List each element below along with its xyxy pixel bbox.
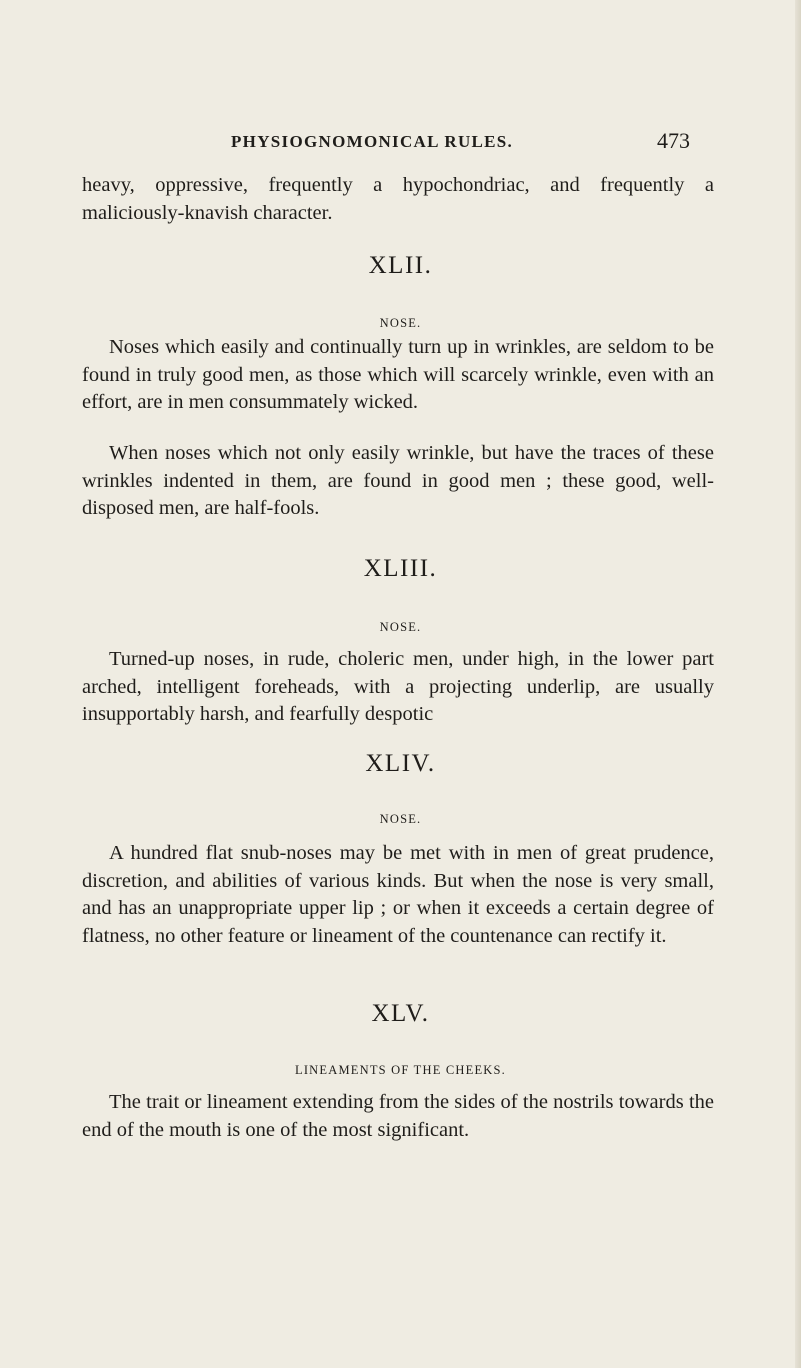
section-xlii-paragraph-2: When noses which not only easily wrinkle, but have the traces of these wrinkles indented in them, are found in good men ; these good, well-disposed men, are half-fools.: [82, 442, 714, 519]
section-numeral-xliii: XLIII.: [363, 555, 438, 582]
section-numeral-xlii: XLII.: [368, 252, 433, 279]
section-subheading-xliv: NOSE.: [379, 812, 422, 826]
page-number: 473: [657, 128, 690, 153]
running-head: [231, 128, 690, 158]
section-xliii-paragraph-1: Turned-up noses, in rude, choleric men, under high, in the lower part arched, intelligent foreheads, with a projecting underlip, are usually insupportably harsh, and fearfully despotic: [82, 648, 714, 725]
running-title: PHYSIOGNOMONICAL RULES.: [231, 132, 514, 151]
intro-paragraph: heavy, oppressive, frequently a hypochondriac, and frequently a maliciously-knavish character.: [82, 174, 714, 224]
section-xlii-paragraph-1: Noses which easily and continually turn up in wrinkles, are seldom to be found in truly good men, as those which will scarcely wrinkle, even with an effort, are in men consummately wicked.: [82, 336, 714, 413]
page-edge: [795, 0, 801, 1368]
section-subheading-xlv: LINEAMENTS OF THE CHEEKS.: [294, 1063, 507, 1077]
section-numeral-xliv: XLIV.: [365, 750, 436, 777]
section-xliv-paragraph-1: A hundred flat snub-noses may be met with in men of great prudence, discretion, and abilities of various kinds. But when the nose is very small, and has an unappropriate upper lip ; or when it exceeds a certain degree of flatness, no other feature or lineament of the countenance can rectify it.: [82, 842, 714, 947]
section-numeral-xlv: XLV.: [371, 1000, 430, 1027]
section-subheading-xliii: NOSE.: [379, 620, 422, 634]
section-subheading-xlii: NOSE.: [379, 316, 422, 330]
section-xlv-paragraph-1: The trait or lineament extending from the sides of the nostrils towards the end of the mouth is one of the most significant.: [82, 1091, 714, 1141]
